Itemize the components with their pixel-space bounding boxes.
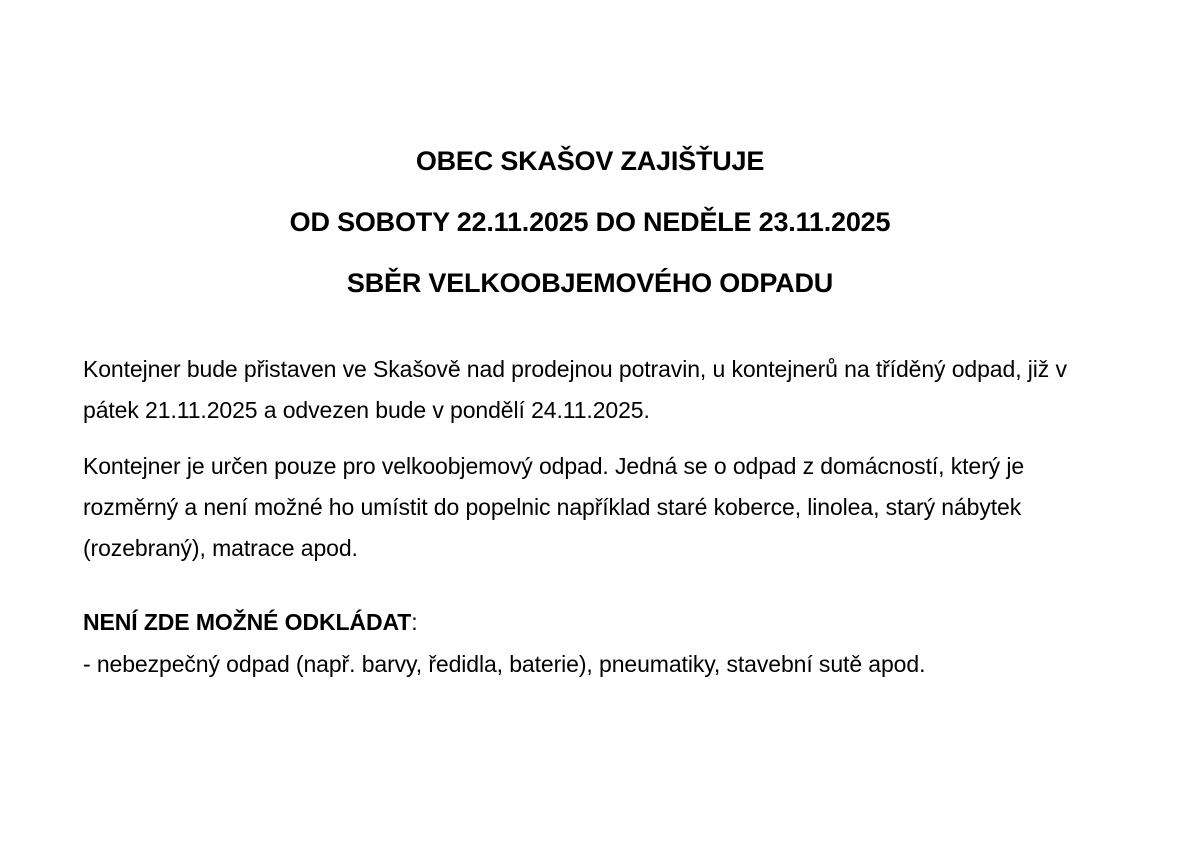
- notice-title-text: NENÍ ZDE MOŽNÉ ODKLÁDAT: [83, 609, 412, 635]
- paragraph-container-location: Kontejner bude přistaven ve Skašově nad prodejnou potravin, u kontejnerů na tříděný odpad, již v pátek 21.11.2025 a odvezen bude v pondělí 24.11.2025.: [83, 356, 1067, 423]
- paragraph-waste-description: Kontejner je určen pouze pro velkoobjemový odpad. Jedná se o odpad z domácností, který je rozměrný a není možné ho umístit do popelnic například staré koberce, linolea, starý nábytek (rozebraný), matrace apod.: [83, 453, 1025, 561]
- heading-collection-type: SBĚR VELKOOBJEMOVÉHO ODPADU: [346, 268, 834, 298]
- notice-prohibited-item: - nebezpečný odpad (např. barvy, ředidla, baterie), pneumatiky, stavební sutě apod.: [83, 651, 926, 677]
- heading-municipality: OBEC SKAŠOV ZAJIŠŤUJE: [415, 146, 765, 176]
- notice-title-colon: :: [411, 609, 418, 635]
- notice-title: [83, 604, 1123, 641]
- heading-date-range: OD SOBOTY 22.11.2025 DO NEDĚLE 23.11.2025: [289, 207, 891, 237]
